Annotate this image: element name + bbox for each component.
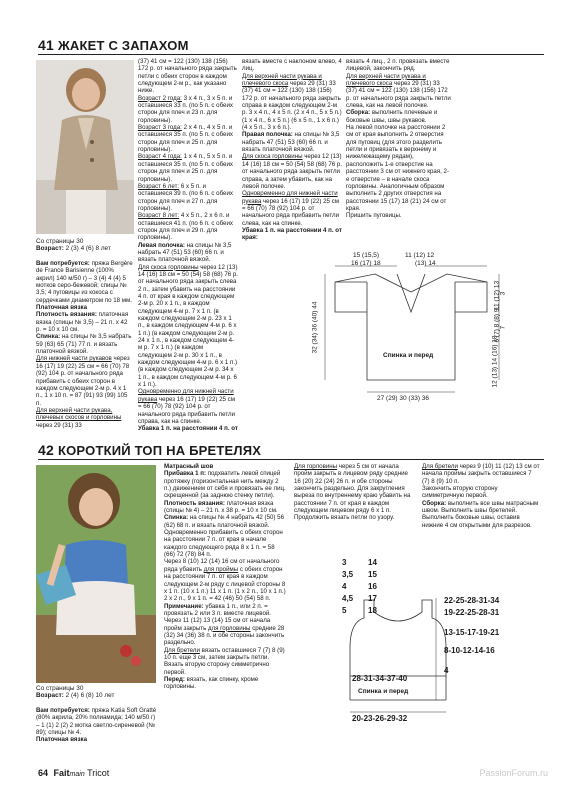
text-run: Сборка: bbox=[346, 109, 371, 117]
brand-main: main bbox=[69, 771, 85, 778]
text-run: Перед: bbox=[164, 675, 185, 683]
caption-41-age: Возраст: 2 (3) 4 (6) 8 лет bbox=[36, 245, 111, 252]
text-run: Для верхней части рукава и плечевого скоса bbox=[242, 72, 322, 88]
section-42-col-1 bbox=[36, 707, 160, 757]
text-run: Одновременно для нижней части рукава bbox=[138, 388, 234, 403]
text-run: Через 11 (12) 13 (14) 15 см от начала пройм закрыть bbox=[164, 617, 271, 632]
section-41-col-3 bbox=[242, 58, 342, 258]
text-run: через 29 (31) 33 bbox=[36, 421, 82, 429]
text-run: Возраст 6 лет: bbox=[138, 182, 180, 190]
text-run: Через 8 (10) 12 (14) 16 см от начального ряда убавить bbox=[164, 558, 280, 573]
text-run: вязать вместе с наклоном влево, 4 лиц. bbox=[242, 58, 342, 73]
text-run: Возраст 3 года: bbox=[138, 124, 182, 132]
section-42-col-2 bbox=[164, 463, 286, 763]
text-run: Для скоса горловины bbox=[242, 153, 303, 161]
caption-42-age: Возраст: 2 (4) 6 (8) 10 лет bbox=[36, 692, 115, 699]
section-41-rule bbox=[38, 54, 544, 55]
text-run: (37) 41 см = 122 (130) 138 (156) 172 р. от начального ряда закрыть петли с обеих сторон в каждом следующем 2-м р., как указано ниже. bbox=[138, 58, 237, 95]
diag42-left-num-1: 3 bbox=[342, 558, 347, 567]
text-run: Для верхней части рукава, плечевых скосов и горловины bbox=[36, 406, 122, 422]
text-run: Возраст 8 лет: bbox=[138, 212, 180, 220]
diag42-r4: 8-10-12-14-16 bbox=[444, 646, 495, 655]
footer-magazine bbox=[38, 768, 109, 778]
text-run: Платочная вязка bbox=[36, 304, 88, 312]
section-41-col-1 bbox=[36, 260, 134, 430]
text-run: Спинка: bbox=[164, 514, 189, 522]
diag41-left-side: 32 (34) 36 (40) 44 bbox=[311, 301, 319, 354]
text-run: Сборка: bbox=[422, 499, 447, 507]
text-run: Левая полочка: bbox=[138, 241, 185, 249]
section-42-col-4 bbox=[422, 463, 540, 553]
diag42-left-num-2: 3,5 bbox=[342, 570, 354, 579]
diag42-r5: 4 bbox=[444, 666, 449, 675]
diag42-top-width: 28-31-34-37-40 bbox=[352, 674, 408, 683]
diag41-right-mid: 6 (7) 8 (8) 9 bbox=[493, 308, 501, 343]
text-run: через 12 (13) 14 (16) 18 см = 50 (54) 58 (68) 76 р. от начального ряда закрыть слева 2 п., затем убавить на расстоянии 4 п. от края в каждом следующем 2-м р. 20 х 1 п., в каждом следующем 4-м р. 7 х 1 п. (в каждом следующем 2-м р. 23 х 1 п., в каждом следующем 4-м р. 6 х 1 п.) (в каждом следующем 2-м р. 24 х 1 п., в каждом следующем 4-м р. 7 х 1 п.) (в каждом следующем 2-м р. 30 х 1 п., в каждом следующем 4-м р. 6 х 1 п.) (в каждом следующем 2-м р. 34 х 1 п., в каждом следующем 4-м р. 6 х 1 п.). bbox=[138, 263, 238, 389]
schematic-42 bbox=[330, 552, 550, 732]
diag42-right-num-1: 14 bbox=[368, 558, 377, 567]
text-run: Вам потребуется: bbox=[36, 260, 90, 267]
section-41-col-2 bbox=[138, 58, 238, 432]
text-run: вязать 4 лиц., 2 п. провязать вместе лицевой, закончить ряд. bbox=[346, 58, 450, 73]
text-run: Плотность вязания: bbox=[164, 499, 225, 507]
text-run: вязать, как спинку, кроме горловины. bbox=[164, 675, 259, 691]
text-run: Возраст 2 года: bbox=[138, 94, 182, 102]
page-number: 64 bbox=[38, 768, 49, 778]
diag42-right-num-3: 16 bbox=[368, 582, 377, 591]
text-run: Спинка: bbox=[36, 333, 61, 341]
text-run: 3 х 4 п., 3 х 5 п. и оставшиеся 33 п. (по 5 п. с обеих сторон для плеч и 23 п. для горловины). bbox=[138, 94, 233, 124]
text-run: Для бретели bbox=[422, 463, 458, 470]
text-run: пряжа Katia Soft Gratté (80% акрила, 20% полиамида; 140 м/50 г) – 1 (1) 2 (2) 2 мотка светло-сиреневой (№ 89); спицы № 4. bbox=[36, 707, 157, 737]
text-run: через 16 (17) 19 (22) 25 см = 66 (70) 78 (92) 104 р. от начального ряда прибавить петли слева, как на спинке. bbox=[242, 197, 340, 227]
diag42-r1: 22-25-28-31-34 bbox=[444, 596, 500, 605]
diag42-r2: 19-22-25-28-31 bbox=[444, 608, 500, 617]
diag42-left-num-4: 4,5 bbox=[342, 594, 354, 603]
text-run: Убавка 1 п. на расстоянии 4 п. от края: bbox=[242, 226, 342, 242]
diag42-r3: 13-15-17-19-21 bbox=[444, 628, 500, 637]
text-run: Для бретели bbox=[164, 646, 200, 654]
text-run: Одновременно для нижней части рукава bbox=[242, 190, 338, 205]
text-run: на спицы № 3,5 набрать 59 (63) 65 (71) 77 п. и вязать платочной вязкой. bbox=[36, 333, 132, 356]
caption-41-from: Со страницы 30 bbox=[36, 238, 84, 245]
text-run: Для горловины bbox=[294, 463, 338, 470]
text-run: выполнить плечевые и боковые швы, швы рукавов. bbox=[346, 109, 438, 124]
text-run: подхватить левой спицей протяжку (горизонтальная нить между 2 п.) движением от себя и провязать ее лиц. скрещенной (за заднюю стенку петли). bbox=[164, 470, 286, 500]
schematic-42-drawing bbox=[330, 552, 550, 732]
diag42-left-num-5: 5 bbox=[342, 606, 347, 615]
section-42-rule bbox=[38, 459, 544, 460]
text-run: 6 х 5 п. и оставшиеся 39 п. (по 6 п. с обеих сторон для плеч и 27 п. для горловины). bbox=[138, 182, 233, 212]
text-run: Вам потребуется: bbox=[36, 707, 90, 714]
text-run: средние 28 (32) 34 (36) 38 п. и обе стороны закончить раздельно. bbox=[164, 624, 285, 647]
text-run: на спицы № 3,5 набрать 47 (51) 53 (60) 66 п. и вязать платочной вязкой. bbox=[242, 131, 340, 154]
diag42-left-num-3: 4 bbox=[342, 582, 347, 591]
brand-tricot: Tricot bbox=[84, 768, 110, 778]
diag41-right-mid2: 7 bbox=[499, 325, 507, 330]
diag41-top-right2: (13) 14 bbox=[415, 260, 436, 267]
text-run: пряжа Bergère de France Barisienne (100% акрил) 140 м/50 г) – 3 (4) 4 (4) 5 мотков серо-бежевой; спицы № 3,5; 4 пуговицы из кокоса с сердечками диаметром по 18 мм. bbox=[36, 260, 133, 304]
section-41-title bbox=[38, 37, 189, 53]
caption-42-from: Со страницы 30 bbox=[36, 685, 84, 692]
text-run: вязать оставшиеся 7 (7) 8 (9) 10 п. еще 3 см, затем закрыть петли. Вязать вторую сторону симметрично первой. bbox=[164, 646, 285, 676]
diag41-top-left: 15 (15,5) bbox=[353, 252, 380, 259]
section-41-number: 41 bbox=[38, 37, 54, 53]
text-run: выполнить все швы матрасным швом. Выполнить швы бретелей. Выполнить боковые швы, оставив нижние 4 см открытыми для разрезов. bbox=[422, 499, 539, 529]
text-run: через 9 (10) 11 (12) 13 см от начала проймы закрыть оставшиеся 7 (7) 8 (9) 10 п. bbox=[422, 463, 540, 485]
diag41-right-top: 11 (12) 13 bbox=[493, 280, 501, 311]
text-run: Закончить вторую сторону симметричную первой. bbox=[422, 485, 498, 500]
section-41-title-text: ЖАКЕТ С ЗАПАХОМ bbox=[57, 38, 189, 53]
diag42-bottom: 20-23-26-29-32 bbox=[352, 714, 408, 723]
section-42-col-3 bbox=[294, 463, 412, 553]
photo-girl-top-watering bbox=[36, 465, 156, 683]
diag41-bottom: 27 (29) 30 (33) 36 bbox=[377, 395, 430, 402]
text-run: через 16 (17) 19 (22) 25 см = 66 (70) 78 (92) 104 р. от начального ряда прибавить с обеих сторон в каждом следующем 2-м р. 4 х 1 п., 1 х 10 п. = 87 (91) 93 (99) 105 п. bbox=[36, 355, 130, 407]
text-run: для горловины bbox=[207, 624, 251, 632]
text-run: через 16 (17) 19 (22) 25 см = 66 (70) 78 (92) 104 р. от начального ряда прибавить петли справа, как на спинке. bbox=[138, 395, 236, 425]
diag41-top-left2: 16 (17) 18 bbox=[351, 260, 381, 267]
text-run: с обеих сторон на расстоянии 7 п. от края в каждом следующем 2-м ряду с лицевой стороны 8 х 1 п. (10 х 1 п.) 11 х 1 п. (1 х 2 п., 10 х 1 п.) 2 х 2 п., 9 х 1 п. = 42 (46) 50 (54) 58 п. bbox=[164, 565, 286, 603]
schematic-41 bbox=[305, 252, 525, 432]
diag41-top-right: 11 (12) 12 bbox=[405, 252, 435, 259]
text-run: платочная вязка (спицы № 3,5) – 21 п. х 42 р. = 10 х 10 см. bbox=[36, 311, 129, 334]
text-run: Для нижней части рукавов bbox=[36, 355, 112, 363]
diag42-right-num-4: 17 bbox=[368, 594, 377, 603]
diag41-right-bottom: 12 (13) 14 (16) 18 bbox=[491, 335, 499, 388]
text-run: 2 х 4 п., 4 х 5 п. и оставшиеся 35 п. (по 5 п. с обеих сторон для плеч и 25 п. для горловины). bbox=[138, 124, 233, 154]
text-run: Пришить пуговицы. bbox=[346, 212, 402, 220]
diag41-center: Спинка и перед bbox=[383, 352, 434, 359]
text-run: платочная вязка (спицы № 4) – 21 п. х 38 р. = 10 х 10 см. bbox=[164, 499, 278, 515]
text-run: Плотность вязания: bbox=[36, 311, 97, 319]
text-run: На левой полочке на расстоянии 2 см от края выполнить 2 отверстия для пуговиц (для этого разделить петли и привязать к верхнему и нижележащему рядам), расположить 1-е отверстие на расстоянии 3 см от нижнего края, 2-е отверстие – в начале скоса горловины. Аналогичным образом выполнить 2 других отверстия на расстоянии 15 (17) 18 (21) 24 см от края. bbox=[346, 124, 450, 212]
text-run: Убавка 1 п. на расстоянии 4 п. от bbox=[138, 425, 238, 432]
text-run: Платочная вязка bbox=[36, 736, 88, 744]
section-42-title-text: КОРОТКИЙ ТОП НА БРЕТЕЛЯХ bbox=[57, 443, 262, 458]
text-run: для проймы bbox=[203, 565, 239, 573]
text-run: убавка 1 п., или 2 п. = провязать 2 или 3 п. вместе лицевой. bbox=[164, 602, 272, 617]
section-41-col-4 bbox=[346, 58, 452, 258]
diag41-right-top2: 3 bbox=[499, 291, 507, 296]
text-run: через 29 (31) 33 (37) 41 см = 122 (130) 138 (156) 172 р. от начального ряда закрыть петли слева, как на левой полочке. bbox=[346, 80, 451, 110]
diag42-right-num-5: 18 bbox=[368, 606, 377, 615]
text-run: Возраст 4 года: bbox=[138, 153, 182, 161]
text-run: Матрасный шов bbox=[164, 463, 214, 470]
site-watermark: PassionForum.ru bbox=[479, 768, 548, 778]
text-run: 1 х 4 п., 5 х 5 п. и оставшиеся 35 п. (по 5 п. с обеих сторон для плеч и 25 п. для горловины). bbox=[138, 153, 233, 183]
diag42-center: Спинка и перед bbox=[358, 688, 409, 695]
brand-fait: Fait bbox=[53, 768, 70, 778]
text-run: Для верхней части рукава и плечевого скоса bbox=[346, 72, 426, 88]
section-42-title bbox=[38, 442, 261, 458]
text-run: через 29 (31) 33 (37) 41 см = 122 (130) 138 (156) 172 р. от начального ряда закрыть справа в каждом следующем 2-м р. 3 х 4 п., 4 х 5 п. (2 х 4 п., 5 х 5 п.) (1 х 4 п., 6 х 5 п.) (6 х 5 п., 1 х 6 п.) (4 х 5 п., 3 х 6 п.). bbox=[242, 80, 342, 132]
text-run: через 12 (13) 14 (16) 18 см = 50 (54) 58 (68) 76 р. от начального ряда закрыть петли справа, а затем убавить, как на левой полочке. bbox=[242, 153, 342, 190]
text-run: Прибавка 1 п: bbox=[164, 470, 206, 478]
diag42-right-num-2: 15 bbox=[368, 570, 377, 579]
text-run: Правая полочка: bbox=[242, 131, 293, 139]
photo-girl-jacket bbox=[36, 60, 134, 234]
text-run: на спицы № 4 набрать 42 (50) 56 (62) 68 п. и вязать платочной вязкой. Одновременно прибавить с обеих сторон на расстоянии 7 п. от края в начале каждого следующего ряда 8 х 1 п. = 58 (66) 72 (78) 84 п. bbox=[164, 514, 284, 559]
section-42-number: 42 bbox=[38, 442, 54, 458]
text-run: Для скоса горловины bbox=[138, 263, 199, 271]
text-run: через 5 см от начала пройм закрыть в лицевом ряду средние 16 (20) 22 (24) 26 п. и обе стороны закончить раздельно. Для закругления выреза по внутреннему краю убавить на расстоянии 7 п. от края в каждом следующем лицевом ряду 6 х 1 п. Продолжить вязать петли по узору. bbox=[294, 463, 411, 522]
text-run: на спицы № 3,5 набрать 47 (51) 53 (60) 66 п. и вязать платочной вязкой. bbox=[138, 241, 232, 264]
text-run: Примечание: bbox=[164, 602, 204, 610]
text-run: 4 х 5 п., 2 х 6 п. и оставшиеся 41 п. (по 6 п. с обеих сторон для плеч и 29 п. для горловины). bbox=[138, 212, 233, 242]
